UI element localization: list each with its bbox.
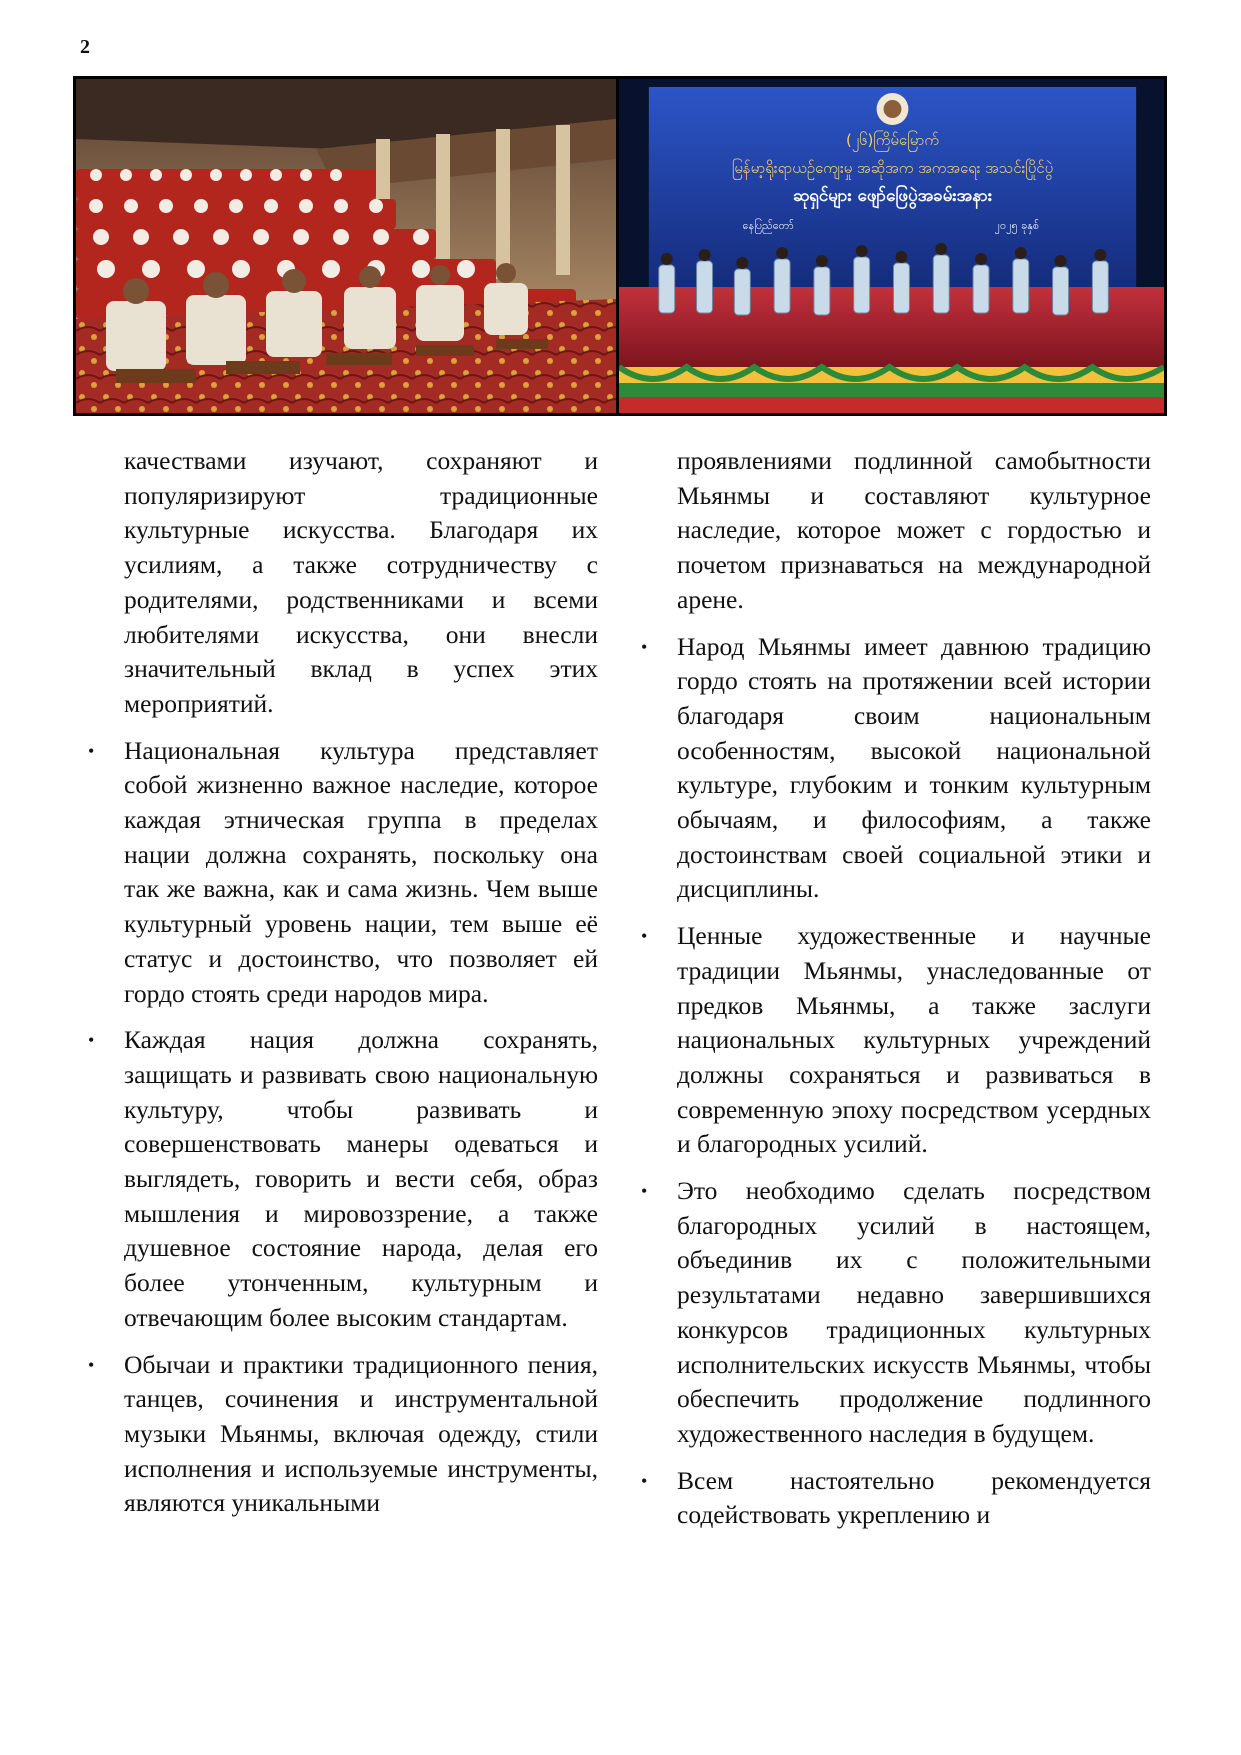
bullet-icon xyxy=(88,1348,102,1383)
dance-performance-photo xyxy=(619,79,1164,413)
bullet-icon xyxy=(88,734,102,769)
left-bullet-3: • Обычаи и практики традиционного пения, танцев, сочинения и инструментальной музыки Мьянмы, включая одежду, стили исполнения и используемые инструменты, являются уникальными xyxy=(124,1348,598,1522)
right-bullet-3: • Это необходимо сделать посредством благородных усилий в настоящем, объединив их с положительными результатами недавно завершившихся конкурсов традиционных культурных исполнительских искусств Мьянмы, чтобы обеспечить продолжение подлинного художественного наследия в будущем. xyxy=(677,1174,1151,1452)
right-bullet-2: • Ценные художественные и научные традиции Мьянмы, унаследованные от предков Мьянмы, а также заслуги национальных культурных учреждений должны сохраняться и развиваться в современную эпоху посредством усердных и благородных усилий. xyxy=(677,919,1151,1162)
stage-illustration xyxy=(619,79,1164,413)
bullet-icon xyxy=(641,1174,655,1209)
bullet-icon xyxy=(641,919,655,954)
left-bullet-2: • Каждая нация должна сохранять, защищать и развивать свою национальную культуру, чтобы развивать и совершенствовать манеры одеваться и выглядеть, говорить и вести себя, образ мышления и мировоззрение, а также душевное состояние народа, делая его более утонченным, культурным и отвечающим более высоким стандартам. xyxy=(124,1023,598,1335)
banner-date: ၂၀၂၅ ခုနှစ် xyxy=(994,218,1040,233)
left-bullet-1: • Национальная культура представляет собой жизненно важное наследие, которое каждая этническая группа в пределах нации должна сохранять, поскольку она так же важна, как и сама жизнь. Чем выше культурный уровень нации, тем выше её статус и достоинство, что позволяет ей гордо стоять среди народов мира. xyxy=(124,734,598,1012)
page-number: 2 xyxy=(80,36,90,58)
banner-line-1: (၂၆)ကြိမ်မြောက် xyxy=(845,130,939,150)
bullet-icon xyxy=(641,1464,655,1499)
right-bullet-1: • Народ Мьянмы имеет давнюю традицию гордо стоять на протяжении всей истории благодаря своим национальным особенностям, высокой национальной культуре, глубоким и тонким культурным обычаям, и философиям, а также достоинствам своей социальной этики и дисциплины. xyxy=(677,630,1151,908)
right-lead-paragraph: проявлениями подлинной самобытности Мьянмы и составляют культурное наследие, которое может с гордостью и почетом признаваться на международной арене. xyxy=(677,446,1151,614)
auditorium-photo xyxy=(76,79,616,413)
bullet-icon xyxy=(641,630,655,665)
right-bullet-4: • Всем настоятельно рекомендуется содействовать укреплению и xyxy=(677,1464,1151,1533)
banner-line-2: မြန်မာ့ရိုးရာယဉ်ကျေးမှု အဆိုအက အကအရေး အသင်းပြိုင်ပွဲ xyxy=(731,158,1054,178)
right-column xyxy=(641,444,1151,1545)
left-column xyxy=(88,444,598,1533)
auditorium-illustration xyxy=(76,79,616,413)
left-lead-paragraph: качествами изучают, сохраняют и популяризируют традиционные культурные искусства. Благодаря их усилиям, а также сотрудничеству с родителями, родственниками и всеми любителями искусства, они внесли значительный вклад в успех этих мероприятий. xyxy=(124,446,598,718)
banner-line-3: ဆုရှင်များ ဖျော်ဖြေပွဲအခမ်းအနား xyxy=(792,184,993,206)
photo-strip xyxy=(73,76,1167,416)
banner-place: နေပြည်တော် xyxy=(742,218,794,233)
bullet-icon xyxy=(88,1023,102,1058)
